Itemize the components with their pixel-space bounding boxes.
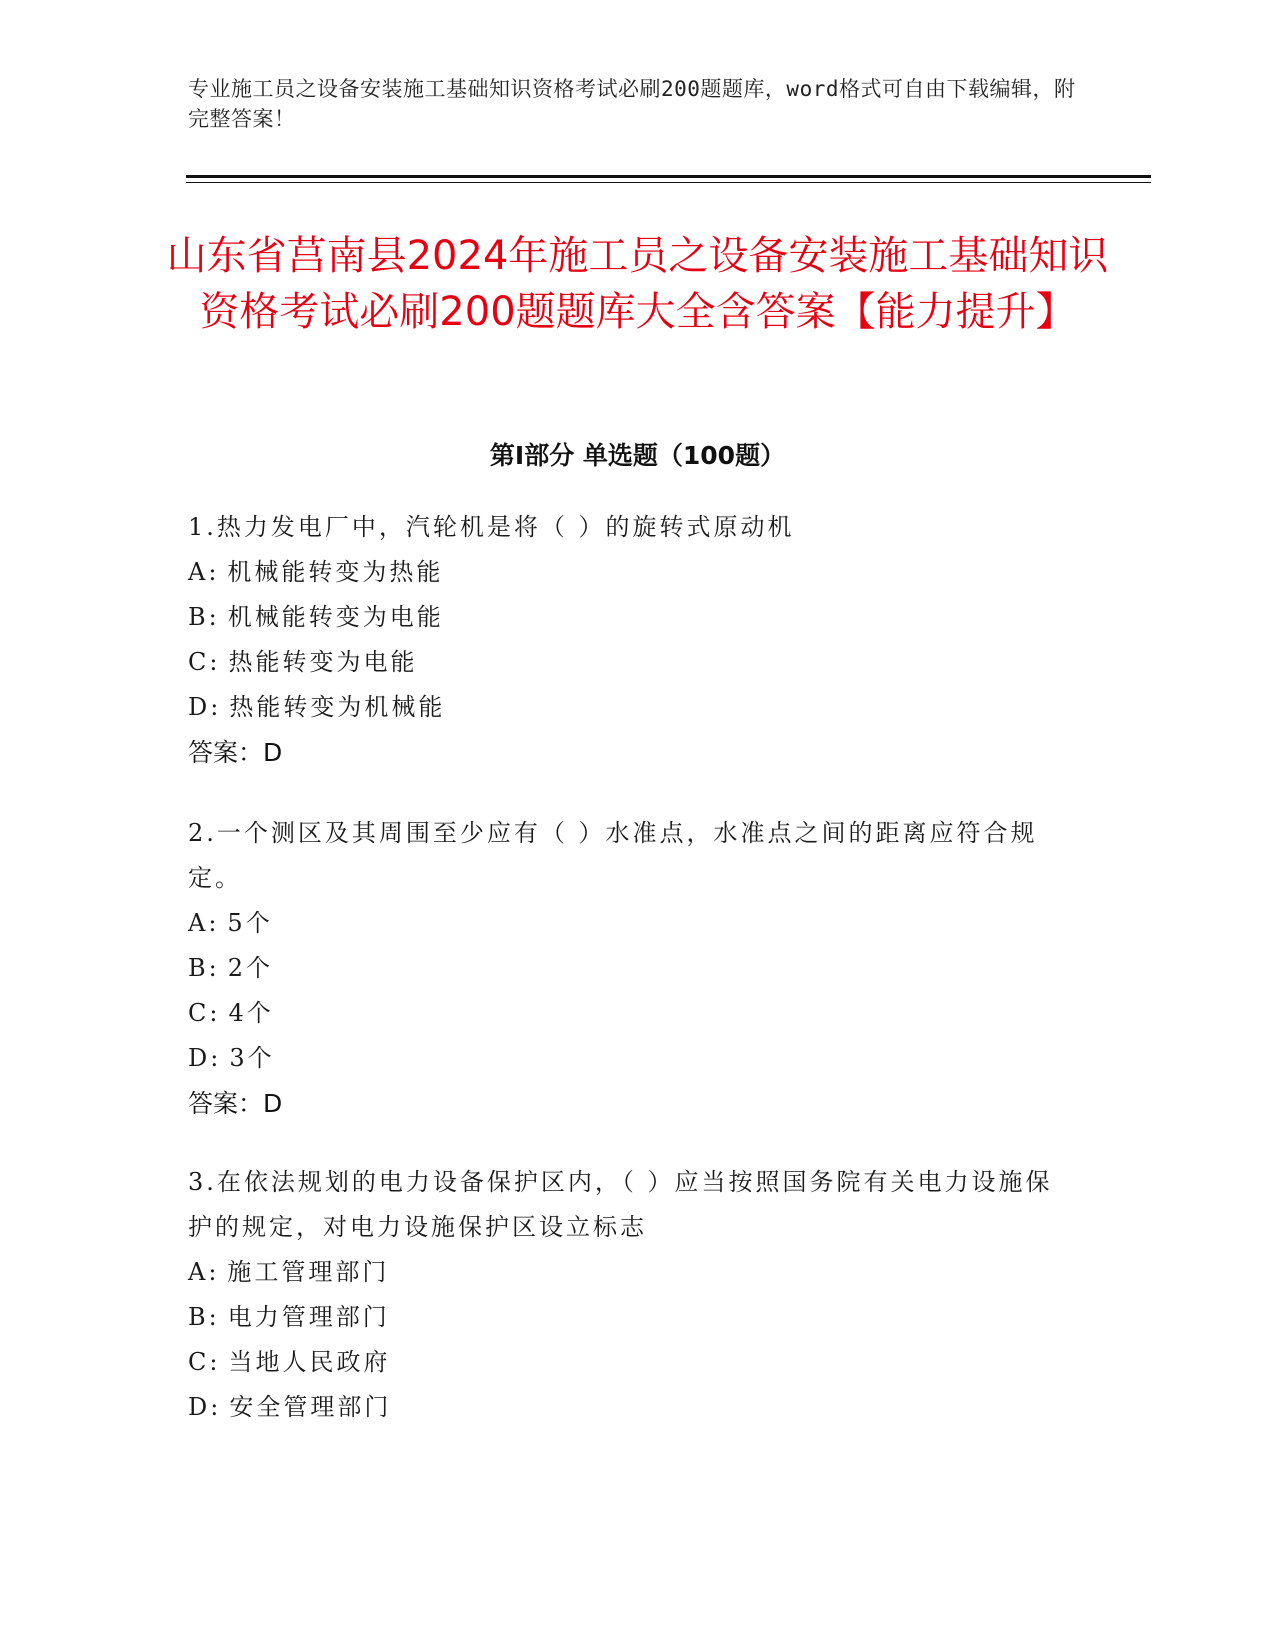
option-key: C: <box>188 999 221 1027</box>
question-1 <box>188 505 1078 775</box>
option-c <box>188 640 1078 685</box>
option-text: 热能转变为电能 <box>228 648 418 676</box>
option-key: B: <box>188 603 220 631</box>
question-3 <box>188 1160 1078 1430</box>
option-text: 5个 <box>227 909 273 937</box>
option-a <box>188 550 1078 595</box>
header-rule-thick <box>186 175 1151 178</box>
option-text: 当地人民政府 <box>228 1348 391 1376</box>
option-a <box>188 901 1078 946</box>
option-c <box>188 991 1078 1036</box>
option-a <box>188 1250 1078 1295</box>
option-text: 3个 <box>229 1044 275 1072</box>
option-text: 电力管理部门 <box>227 1303 390 1331</box>
document-title: 山东省莒南县2024年施工员之设备安装施工基础知识资格考试必刷200题题库大全含答案【能力提升】 <box>166 233 1109 335</box>
question-stem: 2.一个测区及其周围至少应有（ ）水准点，水准点之间的距离应符合规定。 <box>188 819 1038 892</box>
question-stem: 3.在依法规划的电力设备保护区内，（ ）应当按照国务院有关电力设施保护的规定，对电力设施保护区设立标志 <box>188 1168 1053 1241</box>
option-key: C: <box>188 1348 221 1376</box>
option-b <box>188 946 1078 991</box>
option-key: D: <box>188 1393 222 1421</box>
option-text: 机械能转变为热能 <box>227 558 444 586</box>
answer-line: 答案：D <box>188 738 283 767</box>
option-key: A: <box>188 909 220 937</box>
option-d <box>188 685 1078 730</box>
option-text: 机械能转变为电能 <box>227 603 444 631</box>
question-stem: 1.热力发电厂中，汽轮机是将（ ）的旋转式原动机 <box>188 513 795 541</box>
option-text: 安全管理部门 <box>229 1393 392 1421</box>
option-key: A: <box>188 1258 220 1286</box>
option-text: 施工管理部门 <box>227 1258 390 1286</box>
option-b <box>188 1295 1078 1340</box>
option-text: 热能转变为机械能 <box>229 693 446 721</box>
option-key: B: <box>188 1303 220 1331</box>
option-d <box>188 1385 1078 1430</box>
header-note: 专业施工员之设备安装施工基础知识资格考试必刷200题题库，word格式可自由下载编辑，附完整答案！ <box>188 77 1076 131</box>
section-heading: 第Ⅰ部分 单选题（100题） <box>489 441 786 470</box>
option-text: 2个 <box>227 954 274 982</box>
option-key: C: <box>188 648 221 676</box>
option-key: D: <box>188 693 222 721</box>
option-key: B: <box>188 954 220 982</box>
option-d <box>188 1036 1078 1081</box>
option-c <box>188 1340 1078 1385</box>
option-key: D: <box>188 1044 222 1072</box>
option-key: A: <box>188 558 220 586</box>
answer-line: 答案：D <box>188 1089 283 1118</box>
header-rule-thin <box>186 182 1151 183</box>
option-text: 4个 <box>228 999 274 1027</box>
question-2 <box>188 811 1078 1126</box>
option-b <box>188 595 1078 640</box>
